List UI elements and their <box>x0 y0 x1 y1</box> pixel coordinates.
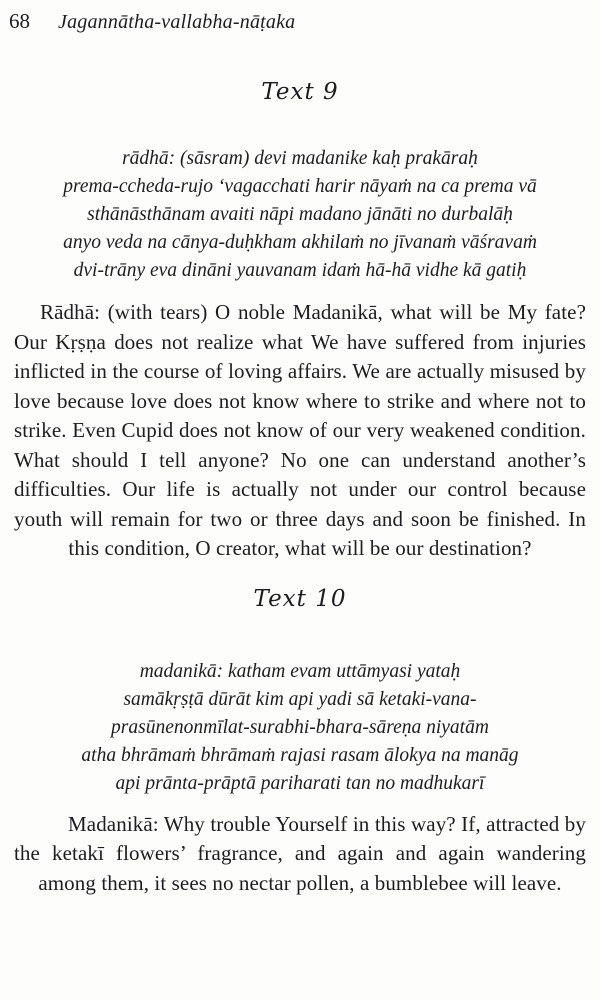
verse-line: samākṛṣṭā dūrāt kim api yadi sā ketaki-vana- <box>123 688 477 710</box>
text-10-heading: Text 10 <box>253 585 347 612</box>
page-header <box>0 0 600 34</box>
text-10-section <box>0 586 600 899</box>
text-9-translation: Rādhā: (with tears) O noble Madanikā, what will be My fate? Our Kṛṣṇa does not realize what We have suffered from injuries inflicted in the course of loving affairs. We are actually misused by love because love does not know where to strike and where not to strike. Even Cupid does not know of our very weakened condition. What should I tell anyone? No one can understand another’s difficulties. Our life is actually not under our control because youth will remain for two or three days and soon be finished. In this condition, O creator, what will be our destination? <box>14 300 586 560</box>
text-9-verse <box>0 145 600 285</box>
verse-line: rādhā: (sāsram) devi madanike kaḥ prakāraḥ <box>122 148 478 169</box>
text-10-verse <box>0 658 600 798</box>
verse-line: atha bhrāmaṁ bhrāmaṁ rajasi rasam ālokya na manāg <box>81 744 519 766</box>
verse-line: api prānta-prāptā pariharati tan no madhukarī <box>115 772 485 794</box>
verse-line: sthānāsthānam avaiti nāpi madano jānāti no durbalāḥ <box>87 204 513 225</box>
verse-line: prasūnenonmīlat-surabhi-bhara-sāreṇa niyatām <box>111 716 489 738</box>
verse-line: prema-ccheda-rujo ‘vagacchati harir nāyaṁ na ca prema vā <box>63 176 537 197</box>
verse-line: dvi-trāny eva dināni yauvanam idaṁ hā-hā vidhe kā gatiḥ <box>73 260 527 281</box>
text-9-section <box>0 79 600 564</box>
verse-line: madanikā: katham evam uttāmyasi yataḥ <box>139 660 461 682</box>
verse-line: anyo veda na cānya-duḥkham akhilaṁ no jīvanaṁ vāśravaṁ <box>63 232 537 253</box>
page-number: 68 <box>9 9 30 33</box>
running-title: Jagannātha-vallabha-nāṭaka <box>58 11 296 33</box>
text-10-translation: Madanikā: Why trouble Yourself in this way? If, attracted by the ketakī flowers’ fragrance, and again and again wandering among them, it sees no nectar pollen, a bumblebee will leave. <box>14 811 586 895</box>
text-9-heading: Text 9 <box>261 79 339 105</box>
